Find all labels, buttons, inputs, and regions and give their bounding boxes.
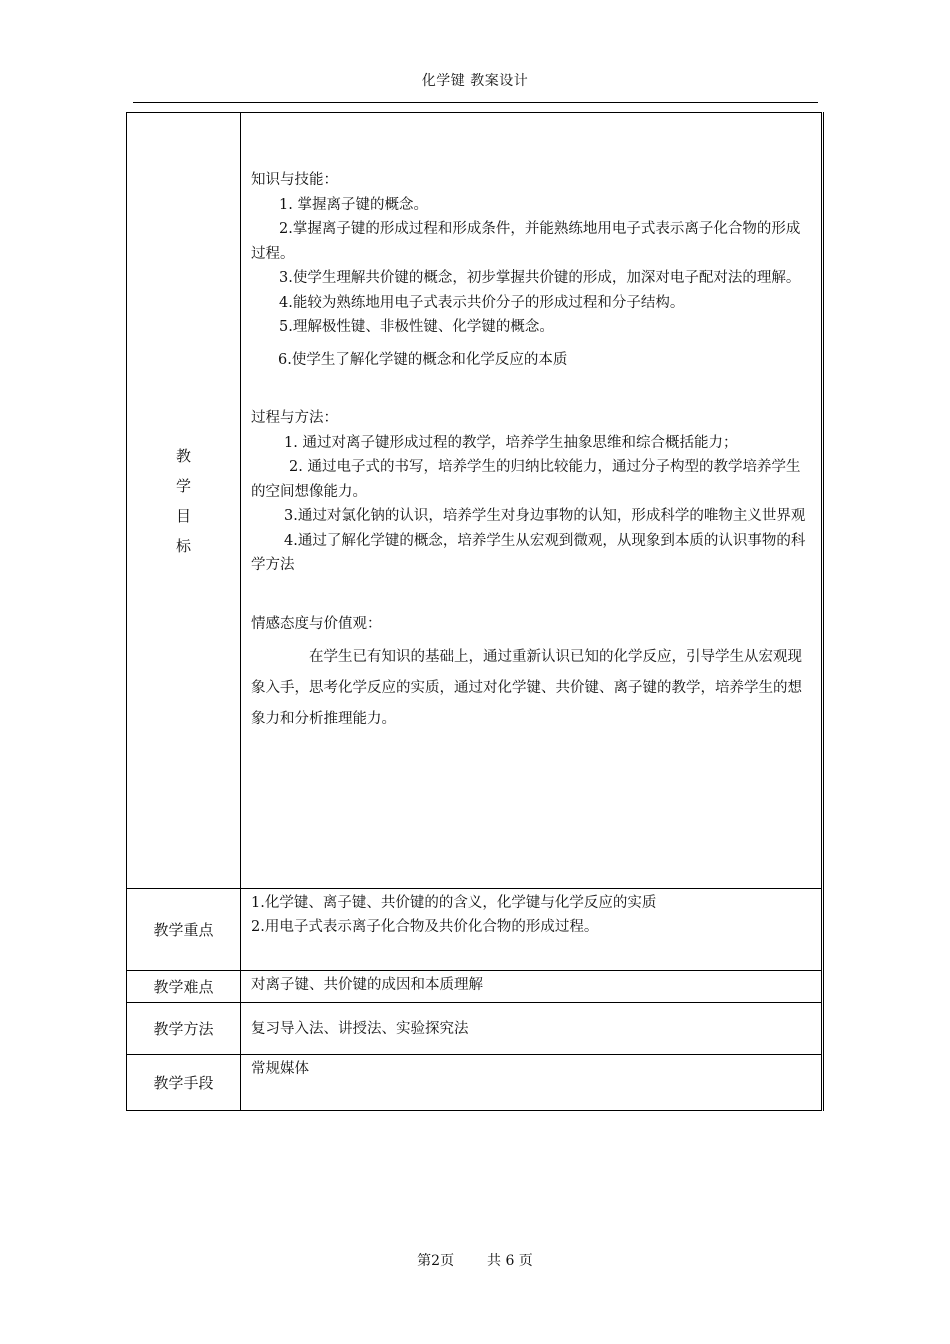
objectives-label-cell (127, 113, 241, 889)
objectives-content-cell (241, 113, 823, 889)
objectives-row (127, 113, 823, 889)
process-item: 1. 通过对离子键形成过程的教学，培养学生抽象思维和综合概括能力； (284, 434, 738, 451)
means-content: 常规媒体 (241, 1055, 823, 1111)
key-points-content (241, 889, 823, 971)
objectives-label: 教 学 目 标 (175, 446, 191, 555)
process-item: 3.通过对氯化钠的认识，培养学生对身边事物的认知，形成科学的唯物主义世界观 (284, 508, 806, 524)
difficulties-label: 教学难点 (127, 971, 241, 1003)
means-label: 教学手段 (127, 1055, 241, 1111)
key-points-row (127, 889, 823, 971)
knowledge-item: 5.理解极性键、非极性键、化学键的概念。 (279, 319, 554, 335)
knowledge-title: 知识与技能： (251, 172, 338, 188)
key-point-item: 1.化学键、离子键、共价键的的含义，化学键与化学反应的实质 (251, 895, 657, 911)
knowledge-item: 2.掌握离子键的形成过程和形成条件，并能熟练地用电子式表示离子化合物的形成过程。 (251, 221, 801, 262)
header-rule (133, 102, 818, 103)
difficulties-content: 对离子键、共价键的成因和本质理解 (241, 971, 823, 1003)
knowledge-item: 1. 掌握离子键的概念。 (279, 196, 428, 213)
knowledge-item: 4.能较为熟练地用电子式表示共价分子的形成过程和分子结构。 (279, 294, 685, 311)
methods-label: 教学方法 (127, 1003, 241, 1055)
page-total: 共 6 页 (487, 1253, 533, 1269)
emotion-text: 在学生已有知识的基础上，通过重新认识已知的化学反应，引导学生从宏观现象入手，思考化学反应的实质，通过对化学键、共价键、离子键的教学，培养学生的想象力和分析推理能力。 (251, 649, 802, 727)
difficulties-row (127, 971, 823, 1003)
methods-content: 复习导入法、讲授法、实验探究法 (241, 1003, 823, 1055)
knowledge-item: 6.使学生了解化学键的概念和化学反应的本质 (278, 351, 568, 368)
process-item: 2. 通过电子式的书写，培养学生的归纳比较能力，通过分子构型的教学培养学生的空间想像能力。 (251, 459, 801, 500)
process-item: 4.通过了解化学键的概念，培养学生从宏观到微观，从现象到本质的认识事物的科学方法 (251, 532, 806, 573)
key-point-item: 2.用电子式表示离子化合物及共价化合物的形成过程。 (251, 919, 599, 935)
process-title: 过程与方法： (251, 410, 338, 426)
knowledge-item: 3.使学生理解共价键的概念，初步掌握共价键的形成，加深对电子配对法的理解。 (279, 270, 801, 286)
page-header: 化学键 教案设计 (421, 73, 529, 89)
lesson-plan-table (126, 112, 824, 1111)
methods-row (127, 1003, 823, 1055)
page-number: 第2页 (417, 1253, 455, 1269)
means-row (127, 1055, 823, 1111)
key-points-label: 教学重点 (127, 889, 241, 971)
emotion-title: 情感态度与价值观： (251, 615, 382, 632)
page-footer (0, 1250, 950, 1270)
